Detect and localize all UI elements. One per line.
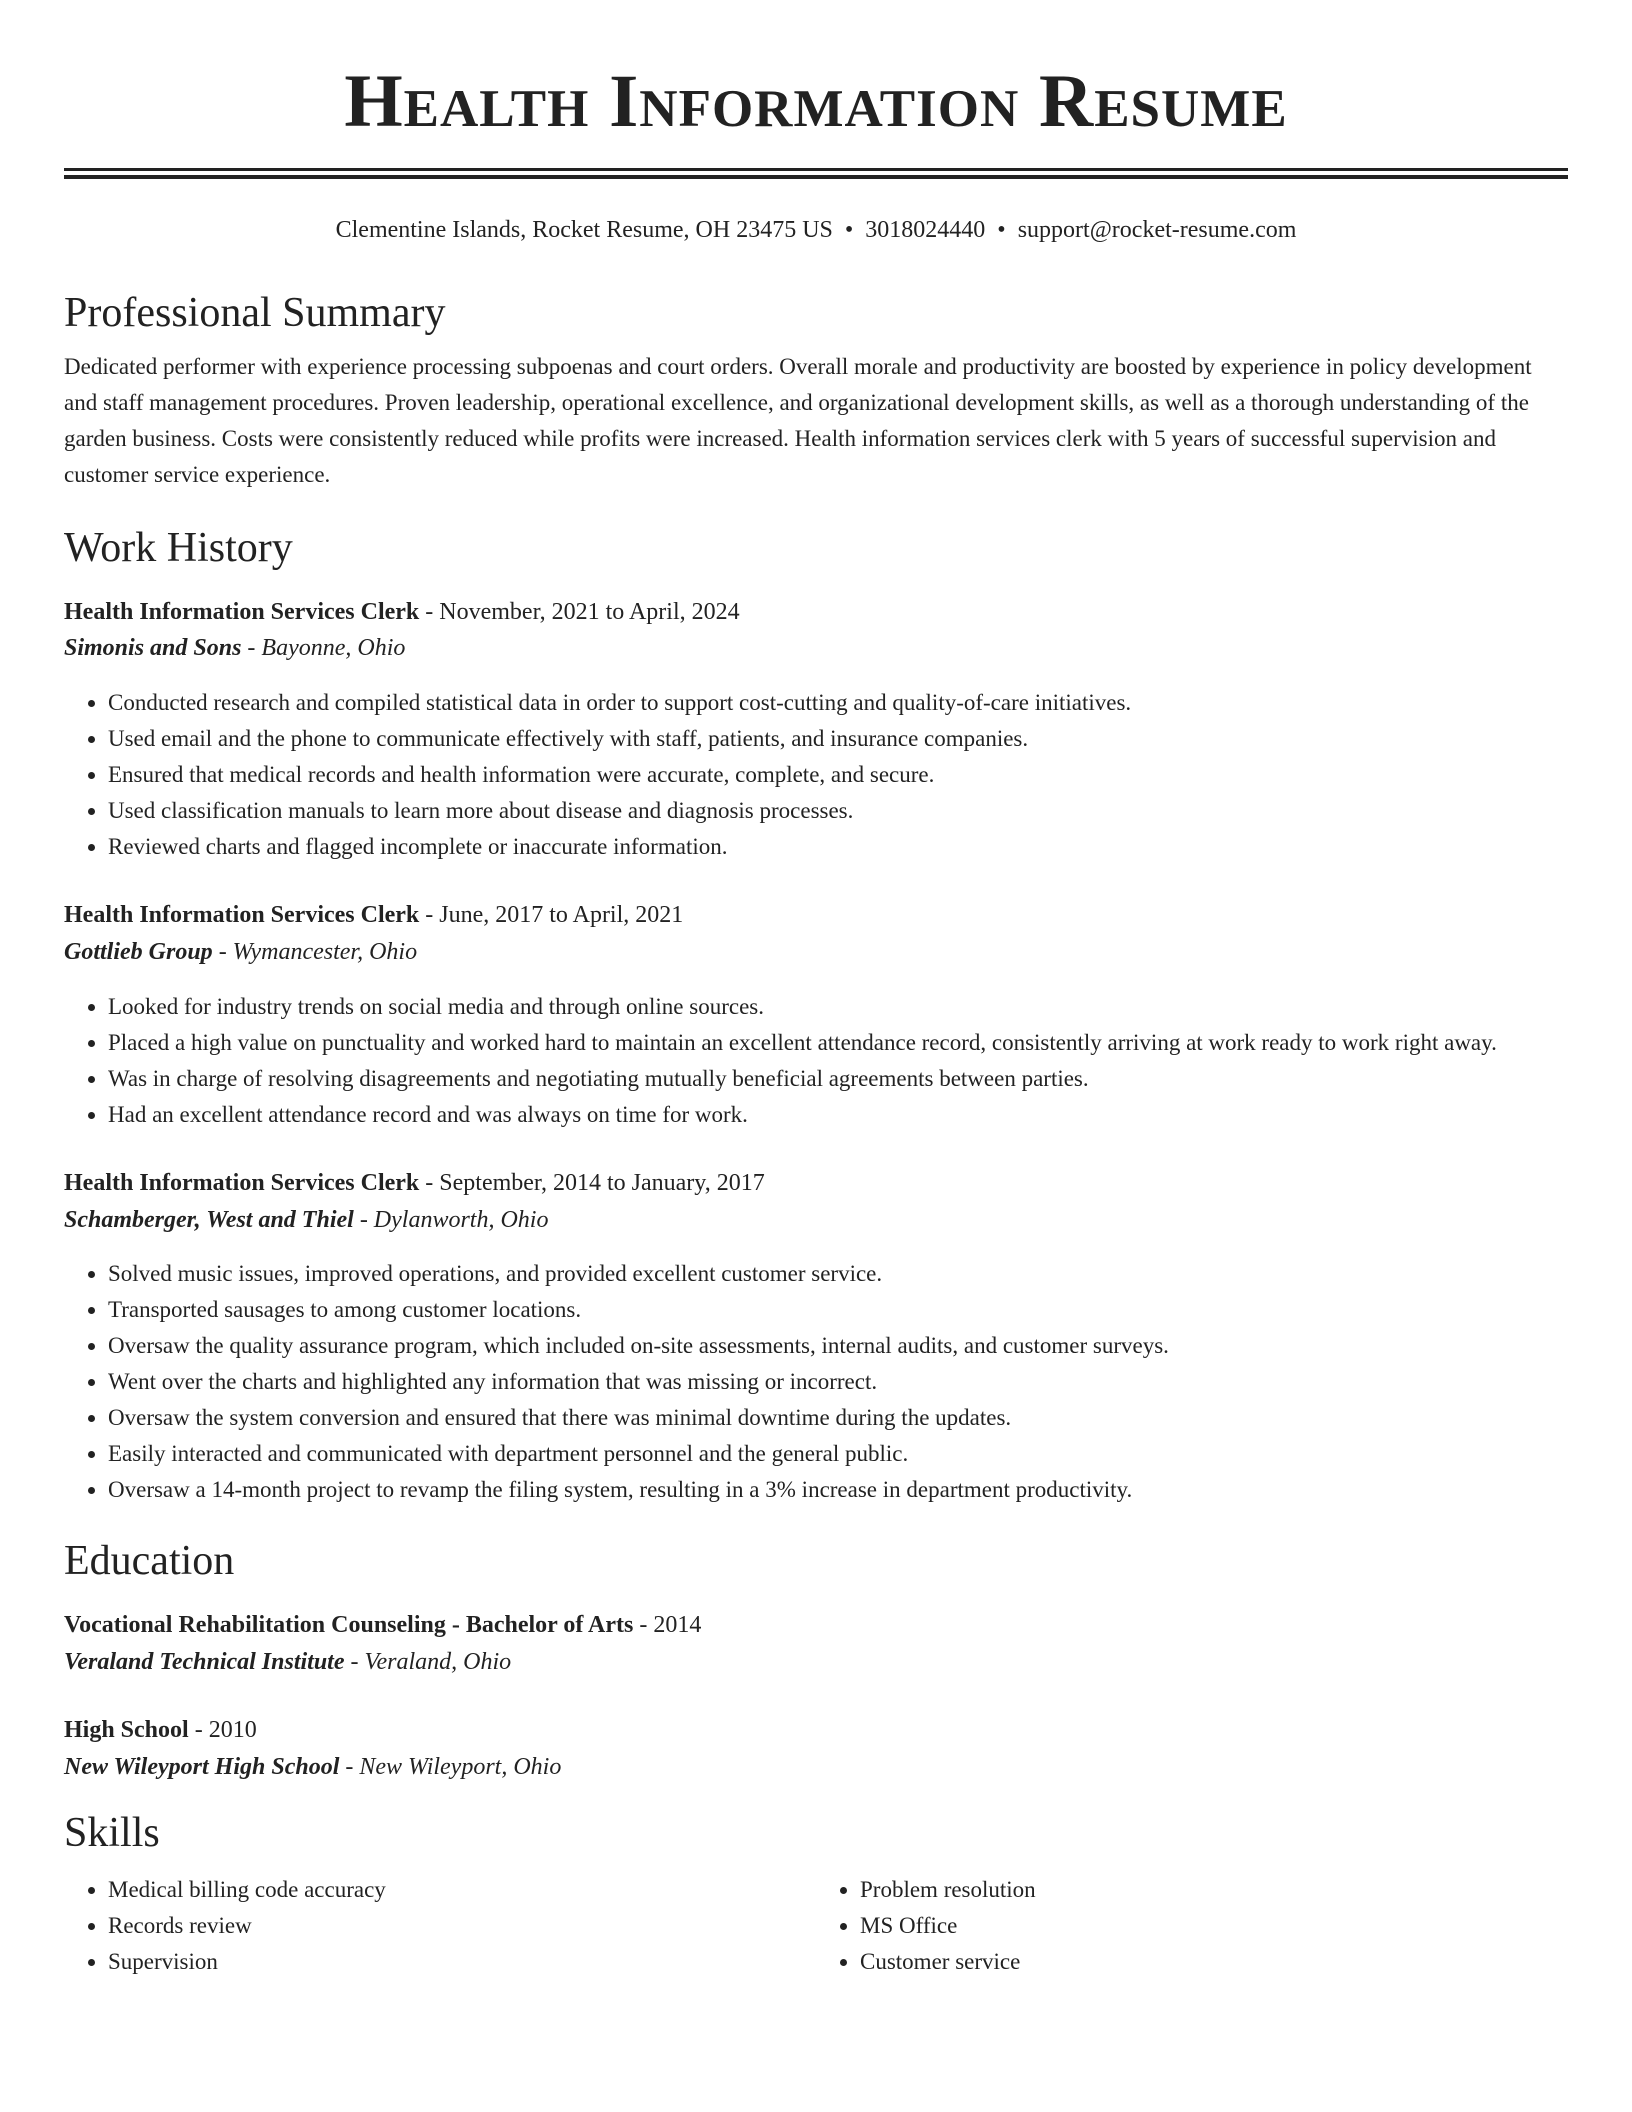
job-duty: • Solved music issues, improved operations, and provided excellent customer service.	[108, 1256, 1568, 1292]
skills-grid	[64, 1872, 1568, 1980]
summary-text: Dedicated performer with experience processing subpoenas and court orders. Overall morale and productivity are boosted by experience in policy development and staff management procedures. Proven leadership, operational excellence, and organizational development skills, as well as a thorough understanding of the garden business. Costs were consistently reduced while profits were increased. Health information services clerk with 5 years of successful supervision and customer service experience.	[64, 354, 1532, 488]
job-duty: • Easily interacted and communicated with department personnel and the general public.	[108, 1436, 1568, 1472]
school-name: New Wileyport High School	[64, 1754, 340, 1781]
school-name: Veraland Technical Institute	[64, 1648, 345, 1675]
school-location: - Veraland, Ohio	[344, 1648, 512, 1675]
job-duties-list	[64, 1256, 1568, 1508]
job-header	[64, 598, 1568, 627]
job-dates: - November, 2021 to April, 2024	[419, 598, 740, 625]
job-duty: • Had an excellent attendance record and was always on time for work.	[108, 1097, 1568, 1133]
graduation-year: - 2010	[188, 1717, 257, 1744]
job-duty: • Looked for industry trends on social media and through online sources.	[108, 989, 1568, 1025]
education-section	[64, 1536, 1568, 1782]
job-header	[64, 1169, 1568, 1198]
education-header	[64, 1716, 1568, 1745]
job-duties-list	[64, 989, 1568, 1133]
degree-name: Vocational Rehabilitation Counseling - Bachelor of Arts	[64, 1611, 634, 1638]
job-entry	[64, 598, 1568, 866]
section-heading: Skills	[64, 1809, 160, 1856]
contact-line	[64, 216, 1568, 245]
job-dates: - June, 2017 to April, 2021	[419, 902, 684, 929]
job-duty: • Reviewed charts and flagged incomplete or inaccurate information.	[108, 829, 1568, 865]
company-location: - Bayonne, Ohio	[241, 635, 406, 662]
skill-item: • MS Office	[860, 1908, 1568, 1944]
job-duty: • Was in charge of resolving disagreements and negotiating mutually beneficial agreements between parties.	[108, 1061, 1568, 1097]
job-employer	[64, 1206, 1568, 1235]
skills-section	[64, 1808, 1568, 1980]
job-duty: • Oversaw a 14-month project to revamp the filing system, resulting in a 3% increase in department productivity.	[108, 1472, 1568, 1508]
job-duty: • Used classification manuals to learn more about disease and diagnosis processes.	[108, 793, 1568, 829]
job-duty: • Ensured that medical records and health information were accurate, complete, and secure.	[108, 757, 1568, 793]
job-employer	[64, 634, 1568, 663]
section-heading: Work History	[64, 525, 293, 572]
job-entry	[64, 1169, 1568, 1509]
degree-name: High School	[64, 1717, 189, 1744]
education-header	[64, 1611, 1568, 1640]
school-location: - New Wileyport, Ohio	[339, 1754, 562, 1781]
contact-separator: •	[997, 217, 1006, 243]
job-duties-list	[64, 685, 1568, 865]
section-heading: Education	[64, 1538, 235, 1585]
job-duty: • Transported sausages to among customer locations.	[108, 1292, 1568, 1328]
job-duty: • Used email and the phone to communicate effectively with staff, patients, and insurance companies.	[108, 721, 1568, 757]
skills-column-right	[816, 1872, 1568, 1980]
company-location: - Wymancester, Ohio	[212, 938, 418, 965]
education-school	[64, 1753, 1568, 1782]
job-entry	[64, 901, 1568, 1133]
job-dates: - September, 2014 to January, 2017	[419, 1169, 765, 1196]
job-duty: • Conducted research and compiled statistical data in order to support cost-cutting and quality-of-care initiatives.	[108, 685, 1568, 721]
job-title: Health Information Services Clerk	[64, 598, 420, 625]
job-duty: • Placed a high value on punctuality and worked hard to maintain an excellent attendance record, consistently arriving at work ready to work right away.	[108, 1025, 1568, 1061]
skill-item: • Records review	[108, 1908, 816, 1944]
graduation-year: - 2014	[633, 1611, 702, 1638]
education-school	[64, 1648, 1568, 1677]
company-name: Simonis and Sons	[64, 635, 242, 662]
job-header	[64, 901, 1568, 930]
contact-email: support@rocket-resume.com	[1017, 217, 1297, 243]
title-divider	[64, 168, 1568, 179]
resume-title: Health Information Resume	[344, 60, 1288, 143]
job-employer	[64, 938, 1568, 967]
education-entry	[64, 1611, 1568, 1677]
contact-address: Clementine Islands, Rocket Resume, OH 23475 US	[335, 217, 833, 243]
skill-item: • Customer service	[860, 1944, 1568, 1980]
skill-item: • Problem resolution	[860, 1872, 1568, 1908]
job-duty: • Went over the charts and highlighted any information that was missing or incorrect.	[108, 1364, 1568, 1400]
education-entry	[64, 1716, 1568, 1782]
contact-phone: 3018024440	[865, 217, 986, 243]
company-location: - Dylanworth, Ohio	[353, 1206, 549, 1233]
job-title: Health Information Services Clerk	[64, 1169, 420, 1196]
company-name: Gottlieb Group	[64, 938, 213, 965]
skill-item: • Supervision	[108, 1944, 816, 1980]
contact-separator: •	[844, 217, 854, 243]
section-heading: Professional Summary	[64, 289, 446, 336]
skill-item: • Medical billing code accuracy	[108, 1872, 816, 1908]
skills-column-left	[64, 1872, 816, 1980]
job-duty: • Oversaw the quality assurance program, which included on-site assessments, internal audits, and customer surveys.	[108, 1328, 1568, 1364]
job-duty: • Oversaw the system conversion and ensured that there was minimal downtime during the updates.	[108, 1400, 1568, 1436]
job-title: Health Information Services Clerk	[64, 902, 420, 929]
work-history-section	[64, 523, 1568, 1508]
company-name: Schamberger, West and Thiel	[64, 1206, 354, 1233]
professional-summary-section	[64, 288, 1568, 493]
